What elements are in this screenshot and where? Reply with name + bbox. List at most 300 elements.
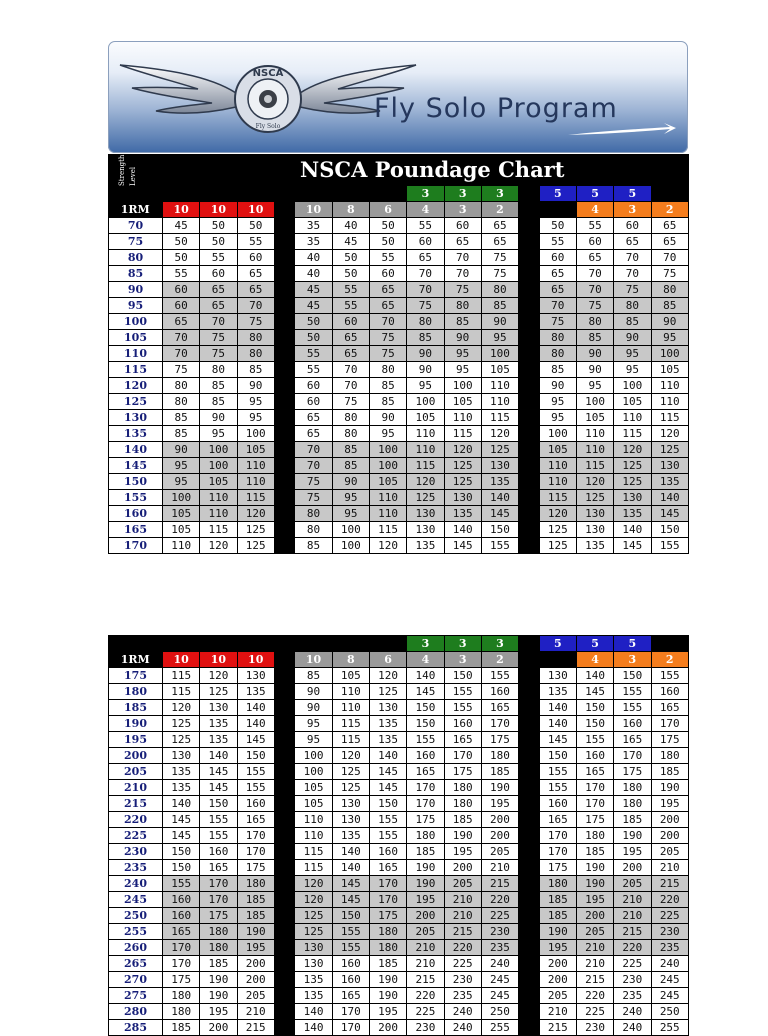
pounds-cell: 65 bbox=[295, 410, 332, 426]
pounds-cell: 115 bbox=[332, 716, 369, 732]
reps-header-row bbox=[109, 652, 689, 668]
pounds-cell: 200 bbox=[539, 972, 576, 988]
column-gap bbox=[519, 1004, 540, 1020]
pounds-cell: 70 bbox=[614, 250, 651, 266]
pounds-cell: 120 bbox=[481, 426, 518, 442]
pounds-cell: 150 bbox=[332, 908, 369, 924]
column-gap bbox=[274, 538, 295, 554]
table-row bbox=[109, 1020, 689, 1036]
pounds-cell: 220 bbox=[576, 988, 613, 1004]
pounds-cell: 190 bbox=[444, 828, 481, 844]
pounds-cell: 130 bbox=[163, 748, 200, 764]
pounds-cell: 200 bbox=[237, 956, 274, 972]
pounds-cell: 85 bbox=[576, 330, 613, 346]
pounds-cell: 110 bbox=[163, 538, 200, 554]
pounds-cell: 95 bbox=[295, 732, 332, 748]
column-gap bbox=[274, 234, 295, 250]
table-row bbox=[109, 844, 689, 860]
pounds-cell: 70 bbox=[163, 346, 200, 362]
level-row-spacer bbox=[200, 636, 237, 652]
pounds-cell: 80 bbox=[332, 426, 369, 442]
pounds-cell: 145 bbox=[332, 892, 369, 908]
pounds-cell: 110 bbox=[295, 828, 332, 844]
pounds-cell: 210 bbox=[481, 860, 518, 876]
column-gap bbox=[519, 988, 540, 1004]
table-row bbox=[109, 1004, 689, 1020]
pounds-cell: 125 bbox=[539, 538, 576, 554]
pounds-cell: 145 bbox=[369, 780, 406, 796]
column-gap bbox=[274, 202, 295, 218]
pounds-cell: 100 bbox=[369, 442, 406, 458]
table-row bbox=[109, 250, 689, 266]
pounds-cell: 95 bbox=[237, 394, 274, 410]
pounds-cell: 80 bbox=[369, 362, 406, 378]
pounds-cell: 85 bbox=[163, 426, 200, 442]
pounds-cell: 95 bbox=[444, 362, 481, 378]
pounds-cell: 100 bbox=[295, 748, 332, 764]
table-row bbox=[109, 988, 689, 1004]
pounds-cell: 170 bbox=[332, 1004, 369, 1020]
table-row bbox=[109, 972, 689, 988]
pounds-cell: 210 bbox=[576, 940, 613, 956]
table-row bbox=[109, 876, 689, 892]
pounds-cell: 125 bbox=[237, 522, 274, 538]
pounds-cell: 130 bbox=[407, 506, 444, 522]
reps-header-cell: 2 bbox=[481, 202, 518, 218]
pounds-cell: 175 bbox=[481, 732, 518, 748]
pounds-cell: 125 bbox=[163, 716, 200, 732]
table-row bbox=[109, 940, 689, 956]
column-gap bbox=[519, 442, 540, 458]
pounds-cell: 75 bbox=[163, 362, 200, 378]
column-gap bbox=[274, 1020, 295, 1036]
column-gap bbox=[519, 202, 540, 218]
column-gap bbox=[274, 844, 295, 860]
pounds-cell: 100 bbox=[614, 378, 651, 394]
pounds-cell: 210 bbox=[444, 908, 481, 924]
pounds-cell: 235 bbox=[481, 940, 518, 956]
pounds-cell: 80 bbox=[237, 346, 274, 362]
pounds-cell: 65 bbox=[332, 346, 369, 362]
poundage-table-1 bbox=[108, 185, 689, 554]
pounds-cell: 70 bbox=[200, 314, 237, 330]
column-gap bbox=[274, 426, 295, 442]
pounds-cell: 55 bbox=[407, 218, 444, 234]
pounds-cell: 110 bbox=[576, 426, 613, 442]
table-row bbox=[109, 378, 689, 394]
pounds-cell: 200 bbox=[539, 956, 576, 972]
pounds-cell: 125 bbox=[444, 474, 481, 490]
pounds-cell: 185 bbox=[481, 764, 518, 780]
pounds-cell: 135 bbox=[369, 716, 406, 732]
pounds-cell: 75 bbox=[237, 314, 274, 330]
pounds-cell: 155 bbox=[444, 700, 481, 716]
pounds-cell: 140 bbox=[295, 1020, 332, 1036]
pounds-cell: 85 bbox=[295, 538, 332, 554]
pounds-cell: 150 bbox=[576, 716, 613, 732]
column-gap bbox=[274, 410, 295, 426]
pounds-cell: 115 bbox=[295, 860, 332, 876]
column-gap bbox=[519, 378, 540, 394]
pounds-cell: 170 bbox=[369, 876, 406, 892]
pounds-cell: 165 bbox=[576, 764, 613, 780]
pounds-cell: 210 bbox=[614, 892, 651, 908]
pounds-cell: 195 bbox=[651, 796, 689, 812]
pounds-cell: 80 bbox=[614, 298, 651, 314]
pounds-cell: 120 bbox=[614, 442, 651, 458]
pounds-cell: 55 bbox=[539, 234, 576, 250]
pounds-cell: 170 bbox=[407, 780, 444, 796]
pounds-cell: 170 bbox=[332, 1020, 369, 1036]
pounds-cell: 85 bbox=[481, 298, 518, 314]
pounds-cell: 110 bbox=[481, 394, 518, 410]
pounds-cell: 80 bbox=[237, 330, 274, 346]
pounds-cell: 255 bbox=[651, 1020, 689, 1036]
reps-header-cell: 3 bbox=[444, 652, 481, 668]
pounds-cell: 115 bbox=[576, 458, 613, 474]
level-3-cell: 3 bbox=[444, 186, 481, 202]
column-gap bbox=[274, 668, 295, 684]
table-row bbox=[109, 458, 689, 474]
pounds-cell: 45 bbox=[163, 218, 200, 234]
pounds-cell: 180 bbox=[576, 828, 613, 844]
table-row bbox=[109, 732, 689, 748]
pounds-cell: 200 bbox=[481, 812, 518, 828]
table-row bbox=[109, 282, 689, 298]
pounds-cell: 125 bbox=[369, 684, 406, 700]
pounds-cell: 110 bbox=[539, 458, 576, 474]
pounds-cell: 95 bbox=[163, 458, 200, 474]
level-row-spacer bbox=[369, 636, 406, 652]
pounds-cell: 90 bbox=[539, 378, 576, 394]
level-row-spacer bbox=[237, 186, 274, 202]
pounds-cell: 75 bbox=[576, 298, 613, 314]
pounds-cell: 155 bbox=[444, 684, 481, 700]
column-gap bbox=[274, 442, 295, 458]
pounds-cell: 45 bbox=[295, 282, 332, 298]
table-row bbox=[109, 956, 689, 972]
pounds-cell: 120 bbox=[651, 426, 689, 442]
pounds-cell: 250 bbox=[481, 1004, 518, 1020]
pounds-cell: 65 bbox=[237, 266, 274, 282]
pounds-cell: 70 bbox=[163, 330, 200, 346]
pounds-cell: 230 bbox=[651, 924, 689, 940]
pounds-cell: 80 bbox=[295, 522, 332, 538]
table-row bbox=[109, 362, 689, 378]
pounds-cell: 220 bbox=[407, 988, 444, 1004]
table-row bbox=[109, 506, 689, 522]
level-3-cell: 3 bbox=[481, 186, 518, 202]
pounds-cell: 155 bbox=[163, 876, 200, 892]
column-gap bbox=[274, 732, 295, 748]
pounds-cell: 75 bbox=[407, 298, 444, 314]
pounds-cell: 100 bbox=[200, 458, 237, 474]
program-banner bbox=[108, 41, 688, 153]
pounds-cell: 135 bbox=[481, 474, 518, 490]
pounds-cell: 135 bbox=[163, 764, 200, 780]
pounds-cell: 150 bbox=[651, 522, 689, 538]
pounds-cell: 185 bbox=[237, 892, 274, 908]
column-gap bbox=[519, 234, 540, 250]
one-rm-value: 225 bbox=[109, 828, 163, 844]
pounds-cell: 90 bbox=[651, 314, 689, 330]
pounds-cell: 155 bbox=[481, 668, 518, 684]
pounds-cell: 165 bbox=[614, 732, 651, 748]
pounds-cell: 220 bbox=[614, 940, 651, 956]
pounds-cell: 50 bbox=[369, 218, 406, 234]
pounds-cell: 140 bbox=[200, 748, 237, 764]
one-rm-value: 190 bbox=[109, 716, 163, 732]
pounds-cell: 75 bbox=[369, 330, 406, 346]
pounds-cell: 160 bbox=[200, 844, 237, 860]
pounds-cell: 195 bbox=[237, 940, 274, 956]
pounds-cell: 185 bbox=[539, 892, 576, 908]
level-row-spacer bbox=[163, 636, 200, 652]
pounds-cell: 170 bbox=[163, 940, 200, 956]
pounds-cell: 70 bbox=[407, 266, 444, 282]
pounds-cell: 130 bbox=[444, 490, 481, 506]
column-gap bbox=[274, 298, 295, 314]
pounds-cell: 205 bbox=[614, 876, 651, 892]
pounds-cell: 100 bbox=[407, 394, 444, 410]
pounds-cell: 115 bbox=[539, 490, 576, 506]
one-rm-value: 90 bbox=[109, 282, 163, 298]
pounds-cell: 140 bbox=[237, 716, 274, 732]
column-gap bbox=[519, 1020, 540, 1036]
table-row bbox=[109, 490, 689, 506]
column-gap bbox=[519, 266, 540, 282]
table-row bbox=[109, 394, 689, 410]
table-row bbox=[109, 218, 689, 234]
pounds-cell: 60 bbox=[576, 234, 613, 250]
pounds-cell: 50 bbox=[295, 314, 332, 330]
column-gap bbox=[519, 346, 540, 362]
pounds-cell: 120 bbox=[539, 506, 576, 522]
pounds-cell: 150 bbox=[407, 700, 444, 716]
pounds-cell: 190 bbox=[576, 876, 613, 892]
pounds-cell: 175 bbox=[614, 764, 651, 780]
pounds-cell: 160 bbox=[407, 748, 444, 764]
pounds-cell: 120 bbox=[332, 748, 369, 764]
pounds-cell: 95 bbox=[481, 330, 518, 346]
pounds-cell: 50 bbox=[332, 266, 369, 282]
column-gap bbox=[519, 812, 540, 828]
pounds-cell: 195 bbox=[200, 1004, 237, 1020]
pounds-cell: 90 bbox=[481, 314, 518, 330]
pounds-cell: 75 bbox=[295, 474, 332, 490]
pounds-cell: 80 bbox=[200, 362, 237, 378]
pounds-cell: 225 bbox=[481, 908, 518, 924]
pounds-cell: 130 bbox=[332, 796, 369, 812]
pounds-cell: 45 bbox=[295, 298, 332, 314]
pounds-cell: 240 bbox=[444, 1004, 481, 1020]
logo-ring-top: NSCA bbox=[252, 68, 284, 79]
column-gap bbox=[519, 314, 540, 330]
pounds-cell: 110 bbox=[369, 506, 406, 522]
one-rm-value: 115 bbox=[109, 362, 163, 378]
pounds-cell: 135 bbox=[200, 732, 237, 748]
column-gap bbox=[519, 218, 540, 234]
column-gap bbox=[519, 748, 540, 764]
column-gap bbox=[274, 266, 295, 282]
pounds-cell: 190 bbox=[200, 972, 237, 988]
pounds-cell: 140 bbox=[444, 522, 481, 538]
pounds-cell: 135 bbox=[369, 732, 406, 748]
column-gap bbox=[274, 186, 295, 202]
one-rm-value: 240 bbox=[109, 876, 163, 892]
one-rm-value: 155 bbox=[109, 490, 163, 506]
one-rm-value: 230 bbox=[109, 844, 163, 860]
level-label: Level bbox=[129, 166, 137, 186]
column-gap bbox=[274, 780, 295, 796]
pounds-cell: 80 bbox=[539, 346, 576, 362]
one-rm-value: 195 bbox=[109, 732, 163, 748]
column-gap bbox=[519, 876, 540, 892]
pounds-cell: 240 bbox=[614, 1020, 651, 1036]
reps-header-cell: 3 bbox=[614, 202, 651, 218]
pounds-cell: 145 bbox=[200, 764, 237, 780]
pounds-cell: 75 bbox=[295, 490, 332, 506]
pounds-cell: 130 bbox=[295, 956, 332, 972]
pounds-cell: 215 bbox=[651, 876, 689, 892]
pounds-cell: 95 bbox=[444, 346, 481, 362]
pounds-cell: 150 bbox=[163, 860, 200, 876]
pounds-cell: 35 bbox=[295, 218, 332, 234]
pounds-cell: 145 bbox=[332, 876, 369, 892]
pounds-cell: 135 bbox=[576, 538, 613, 554]
pounds-cell: 115 bbox=[163, 668, 200, 684]
pounds-cell: 155 bbox=[407, 732, 444, 748]
pounds-cell: 195 bbox=[369, 1004, 406, 1020]
pounds-cell: 140 bbox=[614, 522, 651, 538]
pounds-cell: 180 bbox=[444, 796, 481, 812]
pounds-cell: 95 bbox=[163, 474, 200, 490]
table-row bbox=[109, 538, 689, 554]
pounds-cell: 85 bbox=[163, 410, 200, 426]
one-rm-value: 270 bbox=[109, 972, 163, 988]
column-gap bbox=[274, 748, 295, 764]
reps-header-spacer bbox=[539, 652, 576, 668]
pounds-cell: 55 bbox=[237, 234, 274, 250]
pounds-cell: 70 bbox=[295, 458, 332, 474]
pounds-cell: 125 bbox=[237, 538, 274, 554]
level-3-cell: 3 bbox=[407, 636, 444, 652]
pounds-cell: 115 bbox=[369, 522, 406, 538]
column-gap bbox=[519, 796, 540, 812]
pounds-cell: 110 bbox=[200, 506, 237, 522]
pounds-cell: 190 bbox=[369, 988, 406, 1004]
table-row bbox=[109, 266, 689, 282]
column-gap bbox=[519, 506, 540, 522]
pounds-cell: 160 bbox=[444, 716, 481, 732]
pounds-cell: 180 bbox=[407, 828, 444, 844]
table-row bbox=[109, 716, 689, 732]
pounds-cell: 130 bbox=[614, 490, 651, 506]
pounds-cell: 230 bbox=[444, 972, 481, 988]
pounds-cell: 135 bbox=[163, 780, 200, 796]
column-gap bbox=[274, 522, 295, 538]
column-gap bbox=[519, 716, 540, 732]
one-rm-value: 220 bbox=[109, 812, 163, 828]
one-rm-value: 145 bbox=[109, 458, 163, 474]
pounds-cell: 85 bbox=[332, 458, 369, 474]
pounds-cell: 95 bbox=[407, 378, 444, 394]
pounds-cell: 75 bbox=[332, 394, 369, 410]
pounds-cell: 70 bbox=[614, 266, 651, 282]
pounds-cell: 115 bbox=[481, 410, 518, 426]
column-gap bbox=[519, 474, 540, 490]
pounds-cell: 105 bbox=[237, 442, 274, 458]
pounds-cell: 85 bbox=[200, 378, 237, 394]
pounds-cell: 110 bbox=[651, 394, 689, 410]
pounds-cell: 80 bbox=[576, 314, 613, 330]
pounds-cell: 135 bbox=[614, 506, 651, 522]
pounds-cell: 65 bbox=[651, 218, 689, 234]
pounds-cell: 145 bbox=[576, 684, 613, 700]
pounds-cell: 165 bbox=[369, 860, 406, 876]
pounds-cell: 85 bbox=[539, 362, 576, 378]
column-gap bbox=[519, 186, 540, 202]
pounds-cell: 120 bbox=[200, 668, 237, 684]
pounds-cell: 100 bbox=[651, 346, 689, 362]
pounds-cell: 105 bbox=[651, 362, 689, 378]
pounds-cell: 110 bbox=[539, 474, 576, 490]
pounds-cell: 210 bbox=[407, 940, 444, 956]
pounds-cell: 225 bbox=[614, 956, 651, 972]
level-row-spacer bbox=[369, 186, 406, 202]
pounds-cell: 155 bbox=[237, 780, 274, 796]
pounds-cell: 140 bbox=[163, 796, 200, 812]
pounds-cell: 180 bbox=[200, 940, 237, 956]
pounds-cell: 135 bbox=[407, 538, 444, 554]
pounds-cell: 200 bbox=[651, 812, 689, 828]
pounds-cell: 190 bbox=[407, 876, 444, 892]
pounds-cell: 160 bbox=[332, 972, 369, 988]
pounds-cell: 85 bbox=[407, 330, 444, 346]
one-rm-value: 205 bbox=[109, 764, 163, 780]
pounds-cell: 220 bbox=[444, 940, 481, 956]
column-gap bbox=[274, 1004, 295, 1020]
pounds-cell: 125 bbox=[576, 490, 613, 506]
pounds-cell: 55 bbox=[332, 282, 369, 298]
strength-label: Strength bbox=[118, 154, 126, 186]
pounds-cell: 45 bbox=[332, 234, 369, 250]
pounds-cell: 105 bbox=[369, 474, 406, 490]
pounds-cell: 155 bbox=[332, 924, 369, 940]
column-gap bbox=[274, 378, 295, 394]
pounds-cell: 215 bbox=[407, 972, 444, 988]
level-row-spacer bbox=[295, 186, 332, 202]
pounds-cell: 80 bbox=[163, 394, 200, 410]
one-rm-value: 170 bbox=[109, 538, 163, 554]
level-3-cell: 3 bbox=[481, 636, 518, 652]
pounds-cell: 155 bbox=[651, 538, 689, 554]
column-gap bbox=[519, 684, 540, 700]
pounds-cell: 140 bbox=[481, 490, 518, 506]
table-row bbox=[109, 330, 689, 346]
pounds-cell: 75 bbox=[369, 346, 406, 362]
one-rm-value: 100 bbox=[109, 314, 163, 330]
reps-header-spacer bbox=[539, 202, 576, 218]
pounds-cell: 170 bbox=[237, 828, 274, 844]
pounds-cell: 195 bbox=[576, 892, 613, 908]
pounds-cell: 140 bbox=[295, 1004, 332, 1020]
pounds-cell: 105 bbox=[614, 394, 651, 410]
reps-header-cell: 4 bbox=[407, 202, 444, 218]
pounds-cell: 90 bbox=[407, 362, 444, 378]
reps-header-cell: 10 bbox=[200, 202, 237, 218]
pounds-cell: 120 bbox=[369, 538, 406, 554]
